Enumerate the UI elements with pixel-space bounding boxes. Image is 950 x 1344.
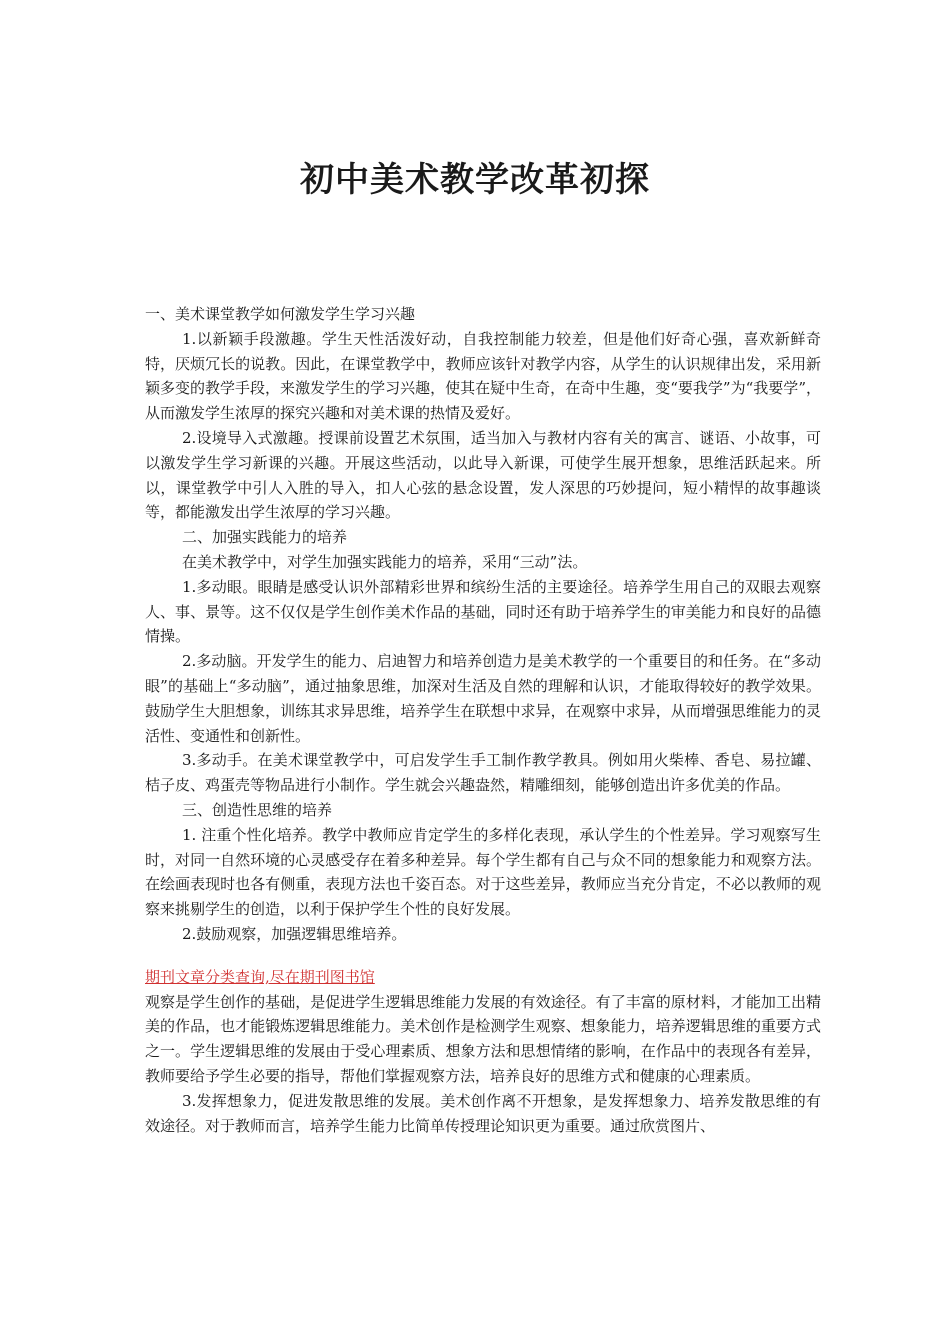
paragraphs-after-link (145, 990, 821, 1139)
journal-library-link[interactable]: 期刊文章分类查询,尽在期刊图书馆 (145, 967, 375, 986)
section-heading: 二、加强实践能力的培养 (182, 528, 348, 547)
body-paragraph: 3.多动手。在美术课堂教学中，可启发学生手工制作教学教具。例如用火柴棒、香皂、易拉罐、桔子皮、鸡蛋壳等物品进行小制作。学生就会兴趣盎然，精雕细刻，能够创造出许多优美的作品。 (145, 751, 821, 795)
body-paragraph: 2.多动脑。开发学生的能力、启迪智力和培养创造力是美术教学的一个重要目的和任务。在“多动眼”的基础上“多动脑”，通过抽象思维，加深对生活及自然的理解和认识，才能取得较好的教学效果。鼓励学生大胆想象，训练其求异思维，培养学生在联想中求异，在观察中求异，从而增强思维能力的灵活性、变通性和创新性。 (145, 652, 821, 745)
body-paragraph: 1.以新颖手段激趣。学生天性活泼好动，自我控制能力较差，但是他们好奇心强，喜欢新鲜奇特，厌烦冗长的说教。因此，在课堂教学中，教师应该针对教学内容，从学生的认识规律出发，采用新颖多变的教学手段，来激发学生的学习兴趣，使其在疑中生奇，在奇中生趣，变“要我学”为“我要学”，从而激发学生浓厚的探究兴趣和对美术课的热情及爱好。 (145, 329, 821, 423)
journal-link-line (145, 965, 821, 990)
body-paragraph: 2.鼓励观察，加强逻辑思维培养。 (182, 924, 407, 943)
body-paragraph: 1.多动眼。眼睛是感受认识外部精彩世界和缤纷生活的主要途径。培养学生用自己的双眼去观察人、事、景等。这不仅仅是学生创作美术作品的基础，同时还有助于培养学生的审美能力和良好的品德情操。 (145, 577, 821, 646)
body-paragraph: 1. 注重个性化培养。教学中教师应肯定学生的多样化表现，承认学生的个性差异。学习观察写生时，对同一自然环境的心灵感受存在着多种差异。每个学生都有自己与众不同的想象能力和观察方法。在绘画表现时也各有侧重，表现方法也千姿百态。对于这些差异，教师应当充分肯定，不必以教师的观察来挑剔学生的创造，以利于保护学生个性的良好发展。 (145, 825, 821, 919)
section-heading: 观察是学生创作的基础，是促进学生逻辑思维能力发展的有效途径。有了丰富的原材料，才能加工出精美的作品，也才能锻炼逻辑思维能力。美术创作是检测学生观察、想象能力，培养逻辑思维的重要方式之一。学生逻辑思维的发展由于受心理素质、想象方法和思想情绪的影响，在作品中的表现各有差异，教师要给予学生必要的指导，帮他们掌握观察方法，培养良好的思维方式和健康的心理素质。 (145, 992, 821, 1085)
section-heading: 一、美术课堂教学如何激发学生学习兴趣 (145, 305, 416, 323)
paragraphs-before-link (145, 302, 821, 947)
section-heading: 三、创造性思维的培养 (182, 800, 333, 819)
document-title: 初中美术教学改革初探 (300, 160, 650, 200)
document-body (145, 302, 821, 1138)
body-paragraph: 3.发挥想象力，促进发散思维的发展。美术创作离不开想象，是发挥想象力、培养发散思维的有效途径。对于教师而言，培养学生能力比简单传授理论知识更为重要。通过欣赏图片、 (145, 1091, 821, 1135)
body-paragraph: 在美术教学中，对学生加强实践能力的培养，采用“三动”法。 (182, 552, 588, 571)
body-paragraph: 2.设境导入式激趣。授课前设置艺术氛围，适当加入与教材内容有关的寓言、谜语、小故事，可以激发学生学习新课的兴趣。开展这些活动，以此导入新课，可使学生展开想象，思维活跃起来。所以，课堂教学中引人入胜的导入，扣人心弦的悬念设置，发人深思的巧妙提问，短小精悍的故事趣谈等，都能激发出学生浓厚的学习兴趣。 (145, 428, 821, 522)
